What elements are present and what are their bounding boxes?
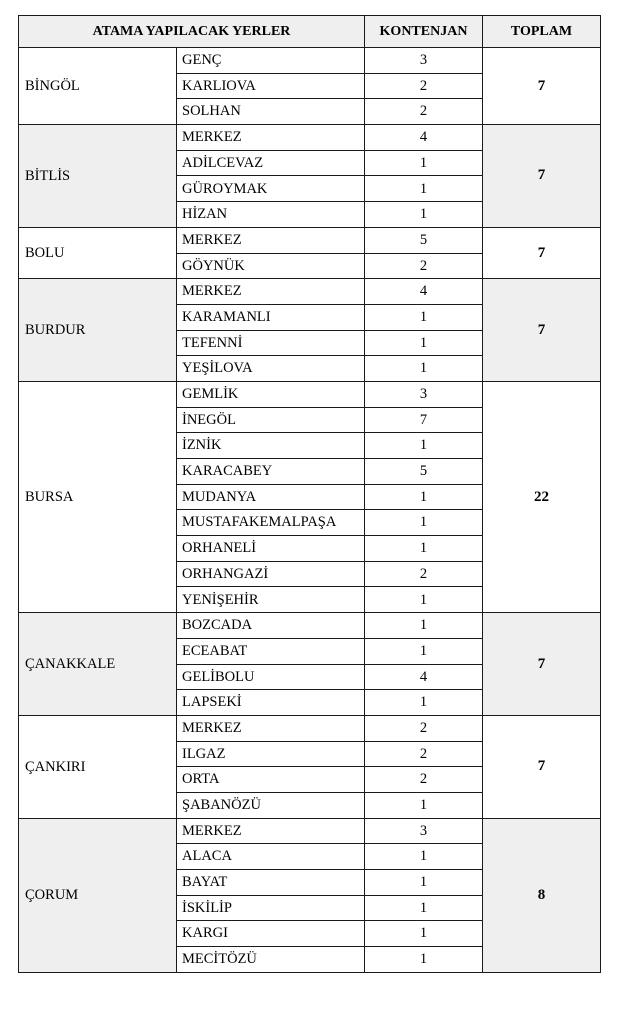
district-name: MERKEZ [177,279,365,305]
district-name: ADİLCEVAZ [177,150,365,176]
province-total: 7 [483,613,601,716]
district-quota: 1 [365,895,483,921]
province-name: BURSA [19,381,177,612]
district-name: TEFENNİ [177,330,365,356]
district-quota: 3 [365,48,483,74]
district-name: İZNİK [177,433,365,459]
district-name: ORHANGAZİ [177,561,365,587]
district-quota: 2 [365,715,483,741]
district-quota: 3 [365,381,483,407]
district-name: MERKEZ [177,125,365,151]
province-total: 7 [483,48,601,125]
header-total: TOPLAM [483,16,601,48]
district-name: MUDANYA [177,484,365,510]
district-quota: 2 [365,99,483,125]
district-quota: 1 [365,202,483,228]
province-name: ÇANKIRI [19,715,177,818]
district-name: MECİTÖZÜ [177,947,365,973]
table-row [19,818,601,844]
district-quota: 1 [365,638,483,664]
province-total: 7 [483,715,601,818]
district-name: YENİŞEHİR [177,587,365,613]
district-name: ORTA [177,767,365,793]
district-name: İNEGÖL [177,407,365,433]
province-name: BİTLİS [19,125,177,228]
district-name: MUSTAFAKEMALPAŞA [177,510,365,536]
district-name: ILGAZ [177,741,365,767]
district-quota: 1 [365,150,483,176]
district-name: İSKİLİP [177,895,365,921]
district-name: ECEABAT [177,638,365,664]
district-quota: 1 [365,792,483,818]
district-name: ORHANELİ [177,536,365,562]
district-name: BAYAT [177,870,365,896]
district-quota: 5 [365,459,483,485]
table-row [19,227,601,253]
province-name: BURDUR [19,279,177,382]
province-name: ÇANAKKALE [19,613,177,716]
district-name: KARLIOVA [177,73,365,99]
district-quota: 2 [365,561,483,587]
district-quota: 1 [365,510,483,536]
district-quota: 4 [365,125,483,151]
district-quota: 1 [365,844,483,870]
district-name: MERKEZ [177,818,365,844]
header-quota: KONTENJAN [365,16,483,48]
district-name: ALACA [177,844,365,870]
province-total: 22 [483,381,601,612]
province-total: 7 [483,125,601,228]
district-name: GENÇ [177,48,365,74]
district-name: MERKEZ [177,227,365,253]
table-row [19,279,601,305]
province-total: 7 [483,279,601,382]
district-quota: 1 [365,613,483,639]
district-quota: 1 [365,433,483,459]
district-quota: 1 [365,870,483,896]
district-name: GÖYNÜK [177,253,365,279]
district-quota: 1 [365,304,483,330]
header-row [19,16,601,48]
district-quota: 1 [365,947,483,973]
district-name: GÜROYMAK [177,176,365,202]
district-name: LAPSEKİ [177,690,365,716]
province-name: BİNGÖL [19,48,177,125]
district-quota: 3 [365,818,483,844]
assignment-table [18,15,601,973]
province-name: ÇORUM [19,818,177,972]
district-name: SOLHAN [177,99,365,125]
district-quota: 2 [365,253,483,279]
district-name: ŞABANÖZÜ [177,792,365,818]
district-name: HİZAN [177,202,365,228]
table-row [19,48,601,74]
district-quota: 5 [365,227,483,253]
district-quota: 1 [365,176,483,202]
district-quota: 2 [365,767,483,793]
table-row [19,125,601,151]
district-name: KARAMANLI [177,304,365,330]
district-quota: 1 [365,587,483,613]
header-place: ATAMA YAPILACAK YERLER [19,16,365,48]
table-body [19,48,601,973]
table-row [19,381,601,407]
district-quota: 1 [365,330,483,356]
district-quota: 1 [365,690,483,716]
table-row [19,715,601,741]
district-quota: 4 [365,664,483,690]
district-name: BOZCADA [177,613,365,639]
district-quota: 1 [365,356,483,382]
district-name: MERKEZ [177,715,365,741]
table-row [19,613,601,639]
province-total: 8 [483,818,601,972]
district-name: GEMLİK [177,381,365,407]
district-quota: 7 [365,407,483,433]
province-name: BOLU [19,227,177,278]
district-quota: 1 [365,536,483,562]
district-name: YEŞİLOVA [177,356,365,382]
district-quota: 4 [365,279,483,305]
district-name: GELİBOLU [177,664,365,690]
district-name: KARGI [177,921,365,947]
district-name: KARACABEY [177,459,365,485]
district-quota: 1 [365,484,483,510]
district-quota: 1 [365,921,483,947]
province-total: 7 [483,227,601,278]
district-quota: 2 [365,73,483,99]
district-quota: 2 [365,741,483,767]
